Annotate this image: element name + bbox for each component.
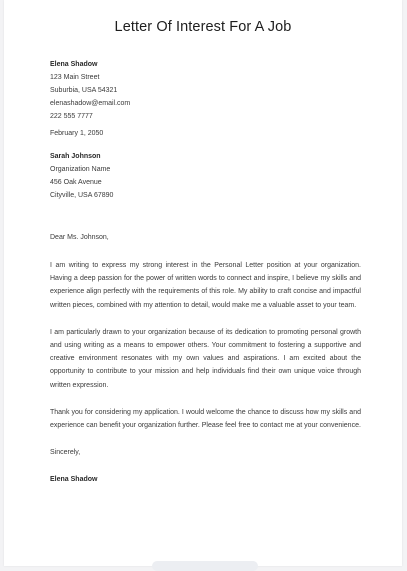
sender-city: Suburbia, USA 54321 [50, 87, 118, 94]
salutation: Dear Ms. Johnson, [50, 234, 109, 241]
body-paragraph-2: I am particularly drawn to your organization because of its dedication to promoting personal growth and using writing as a means to empower others. Your commitment to fostering a supportive and creative environment resonates with my own values and aspirations. I am excited about the opportunity to contribute to your mission and help individuals find their own unique voice through written expression. [50, 328, 361, 389]
recipient-street: 456 Oak Avenue [50, 179, 102, 186]
bottom-pill-tab[interactable] [152, 561, 258, 571]
letter-content [50, 58, 361, 486]
sender-name: Elena Shadow [50, 61, 98, 68]
body-paragraph-3: Thank you for considering my application. I would welcome the chance to discuss how my skills and experience can benefit your organization further. Please feel free to contact me at your convenience. [50, 408, 361, 430]
sender-block [50, 58, 361, 123]
recipient-block [50, 150, 361, 202]
sender-street: 123 Main Street [50, 74, 100, 81]
recipient-name: Sarah Johnson [50, 153, 101, 160]
recipient-city: Cityville, USA 67890 [50, 192, 114, 199]
letter-date: February 1, 2050 [50, 130, 104, 137]
letter-page [4, 0, 402, 566]
signature-name: Elena Shadow [50, 476, 98, 484]
document-title: Letter Of Interest For A Job [114, 19, 292, 35]
recipient-organization: Organization Name [50, 166, 111, 173]
sender-phone: 222 555 7777 [50, 113, 93, 120]
body-paragraph-1: I am writing to express my strong interest in the Personal Letter position at your organization. Having a deep passion for the power of written words to connect and inspire, I believe my skills and experience align perfectly with the requirements of this role. My ability to craft concise and impactful written pieces, combined with my attention to detail, would make me a valuable asset to your team. [50, 262, 361, 309]
closing: Sincerely, [50, 449, 81, 457]
sender-email: elenashadow@email.com [50, 100, 131, 107]
